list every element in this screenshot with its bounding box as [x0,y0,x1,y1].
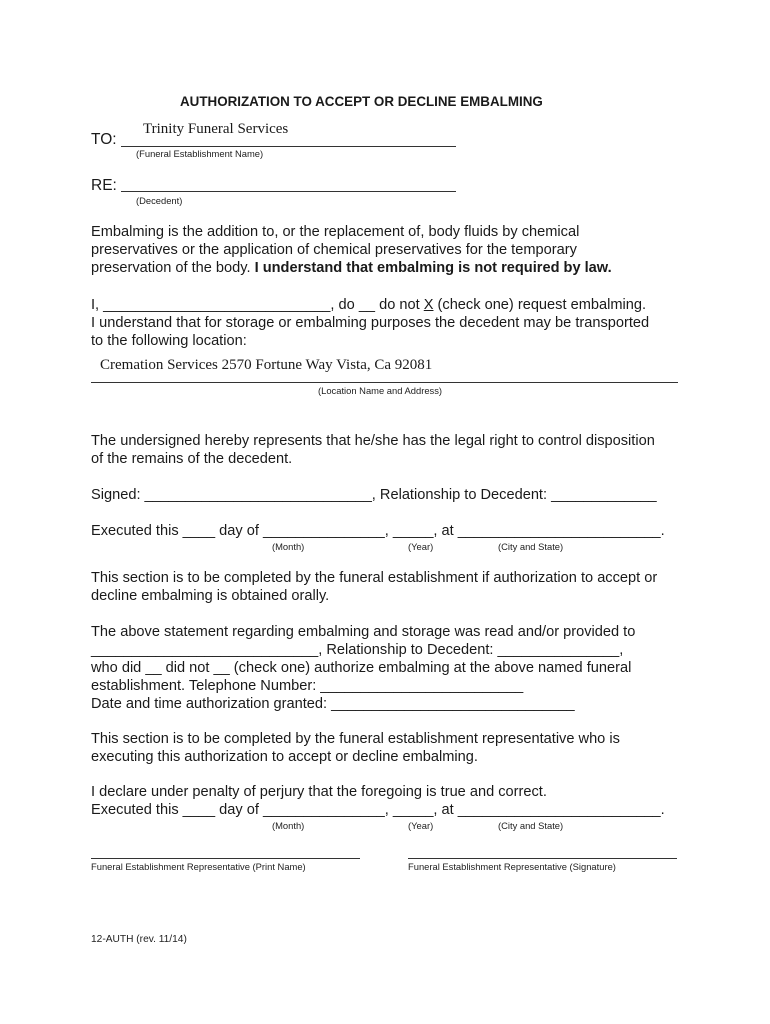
statement-line-2[interactable]: ____________________________, Relationship to Decedent: _______________, [91,642,624,658]
location-underline [91,382,678,383]
statement-line-3[interactable]: who did __ did not __ (check one) authorize embalming at the above named funeral [91,660,632,676]
executed-line[interactable]: Executed this ____ day of _______________, _____, at _________________________. [91,523,665,539]
rep-section-line-2: executing this authorization to accept or decline embalming. [91,749,478,765]
request-text: I, ____________________________, do __ do not [91,297,424,313]
declare-month-caption: (Month) [272,820,305,831]
executed-year-caption: (Year) [408,541,434,552]
request-line-2: I understand that for storage or embalming purposes the decedent may be transported [91,315,650,331]
executed-month-caption: (Month) [272,541,305,552]
to-caption: (Funeral Establishment Name) [136,148,264,159]
statement-line-4[interactable]: establishment. Telephone Number: _________________________ [91,678,524,694]
declare-year-caption: (Year) [408,820,434,831]
embalming-paragraph-line-1: Embalming is the addition to, or the replacement of, body fluids by chemical [91,224,580,240]
represent-line-1: The undersigned hereby represents that he/she has the legal right to control disposition [91,433,655,449]
request-line-1 [91,297,646,313]
embalming-paragraph-line-2: preservatives or the application of chemical preservatives for the temporary [91,242,577,258]
funeral-establishment-name-field[interactable]: Trinity Funeral Services [143,121,289,137]
embalming-paragraph-plain: preservation of the body. [91,260,255,276]
re-label: RE: [91,177,117,194]
signed-line[interactable]: Signed: ____________________________, Relationship to Decedent: _____________ [91,487,657,503]
embalming-paragraph-line-3 [91,260,612,276]
represent-line-2: of the remains of the decedent. [91,451,293,467]
declare-city-state-caption: (City and State) [498,820,564,831]
document-title: AUTHORIZATION TO ACCEPT OR DECLINE EMBALMING [180,94,543,109]
to-underline [121,146,456,147]
print-name-line[interactable] [91,858,360,859]
decedent-field[interactable] [121,191,456,192]
oral-section-line-1: This section is to be completed by the funeral establishment if authorization to accept or [91,570,658,586]
rep-section-line-1: This section is to be completed by the funeral establishment representative who is [91,731,620,747]
print-name-caption: Funeral Establishment Representative (Print Name) [91,861,306,872]
location-caption: (Location Name and Address) [318,385,443,396]
statement-line-5[interactable]: Date and time authorization granted: ______________________________ [91,696,575,712]
do-not-check-mark[interactable]: X [423,297,434,313]
declare-executed-line[interactable]: Executed this ____ day of _______________, _____, at _________________________. [91,802,665,818]
location-field[interactable]: Cremation Services 2570 Fortune Way Vista, Ca 92081 [100,357,433,373]
re-caption: (Decedent) [136,195,183,206]
signature-line[interactable] [408,858,677,859]
request-line-3: to the following location: [91,333,247,349]
embalming-not-required-statement: I understand that embalming is not required by law. [254,260,612,276]
declare-line-1: I declare under penalty of perjury that the foregoing is true and correct. [91,784,547,800]
signature-caption: Funeral Establishment Representative (Signature) [408,861,616,872]
form-id: 12-AUTH (rev. 11/14) [91,934,187,945]
statement-line-1: The above statement regarding embalming and storage was read and/or provided to [91,624,636,640]
request-text-end: (check one) request embalming. [433,297,647,313]
executed-city-state-caption: (City and State) [498,541,564,552]
oral-section-line-2: decline embalming is obtained orally. [91,588,330,604]
to-label: TO: [91,131,117,148]
